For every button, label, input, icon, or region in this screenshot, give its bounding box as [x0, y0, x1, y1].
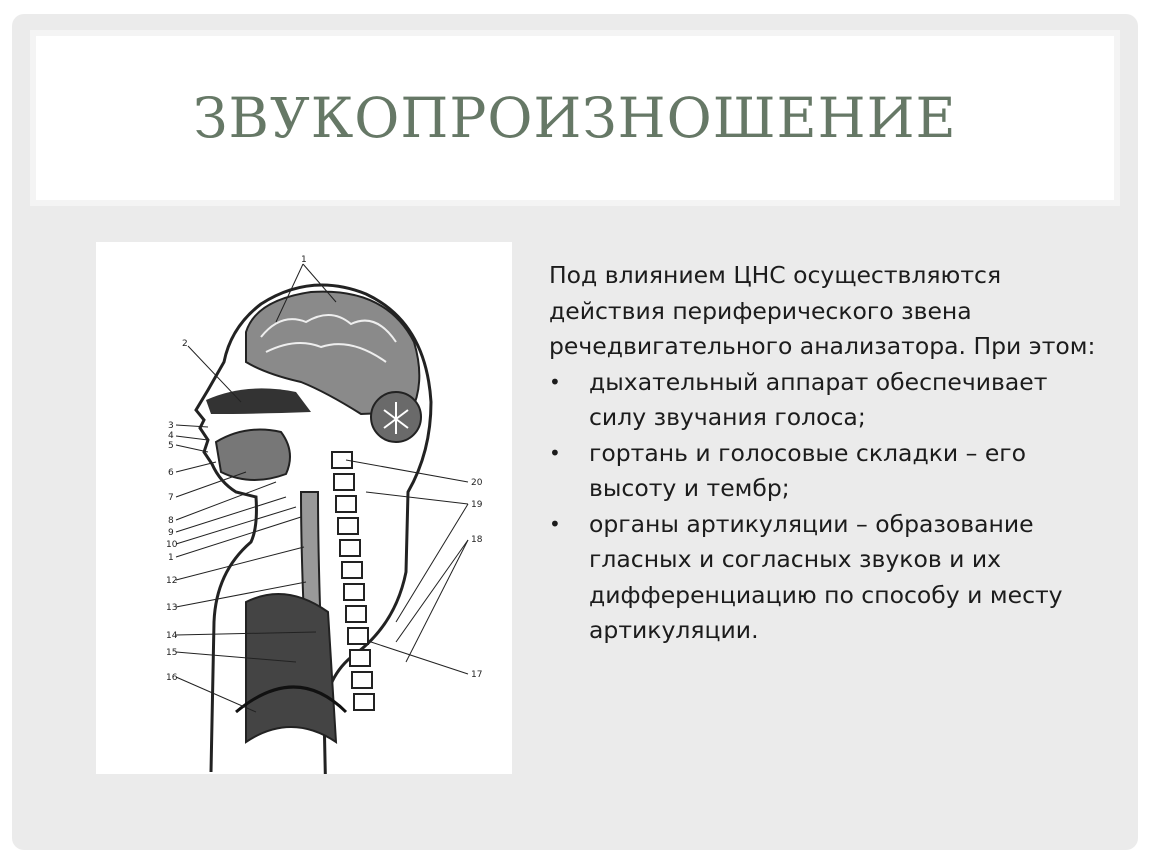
bullet-item: [549, 507, 1109, 649]
label: 6: [168, 468, 174, 478]
label: 1: [168, 553, 174, 563]
label: 3: [168, 421, 174, 431]
lungs: [246, 594, 336, 742]
label: 14: [166, 631, 178, 641]
title-box: [36, 36, 1114, 200]
bullet-text: органы артикуляции – образование гласных и согласных звуков и их дифференциацию по способу и месту артикуляции.: [589, 509, 1063, 644]
label: 9: [168, 528, 174, 538]
label: 20: [471, 478, 483, 488]
bullet-marker: •: [549, 511, 561, 536]
tongue: [216, 430, 290, 480]
label: 7: [168, 493, 174, 503]
label: 16: [166, 673, 178, 683]
bullet-text: гортань и голосовые складки – его высоту и тембр;: [589, 438, 1027, 502]
bullet-list: [549, 365, 1109, 649]
label: 19: [471, 500, 483, 510]
speech-organs-diagram: [96, 242, 512, 774]
label: 13: [166, 603, 178, 613]
label: 4: [168, 431, 174, 441]
bullet-marker: •: [549, 440, 561, 465]
intro-paragraph: Под влиянием ЦНС осуществляются действия периферического звена речедвигательного анализатора. При этом:: [549, 261, 1096, 360]
body-text: [549, 258, 1109, 649]
slide-title: ЗВУКОПРОИЗНОШЕНИЕ: [193, 86, 957, 150]
label: 8: [168, 516, 174, 526]
bullet-item: [549, 365, 1109, 436]
slide: [12, 14, 1138, 850]
label: 17: [471, 670, 483, 680]
bullet-item: [549, 436, 1109, 507]
nasal-cavity: [206, 388, 311, 414]
bullet-text: дыхательный аппарат обеспечивает силу звучания голоса;: [589, 367, 1048, 431]
anatomy-figure: [96, 242, 512, 774]
label: 15: [166, 648, 178, 658]
label: 5: [168, 441, 174, 451]
label: 2: [182, 339, 188, 349]
label: 12: [166, 576, 178, 586]
label: 1: [301, 255, 307, 265]
label: 18: [471, 535, 483, 545]
label: 10: [166, 540, 178, 550]
bullet-marker: •: [549, 369, 561, 394]
